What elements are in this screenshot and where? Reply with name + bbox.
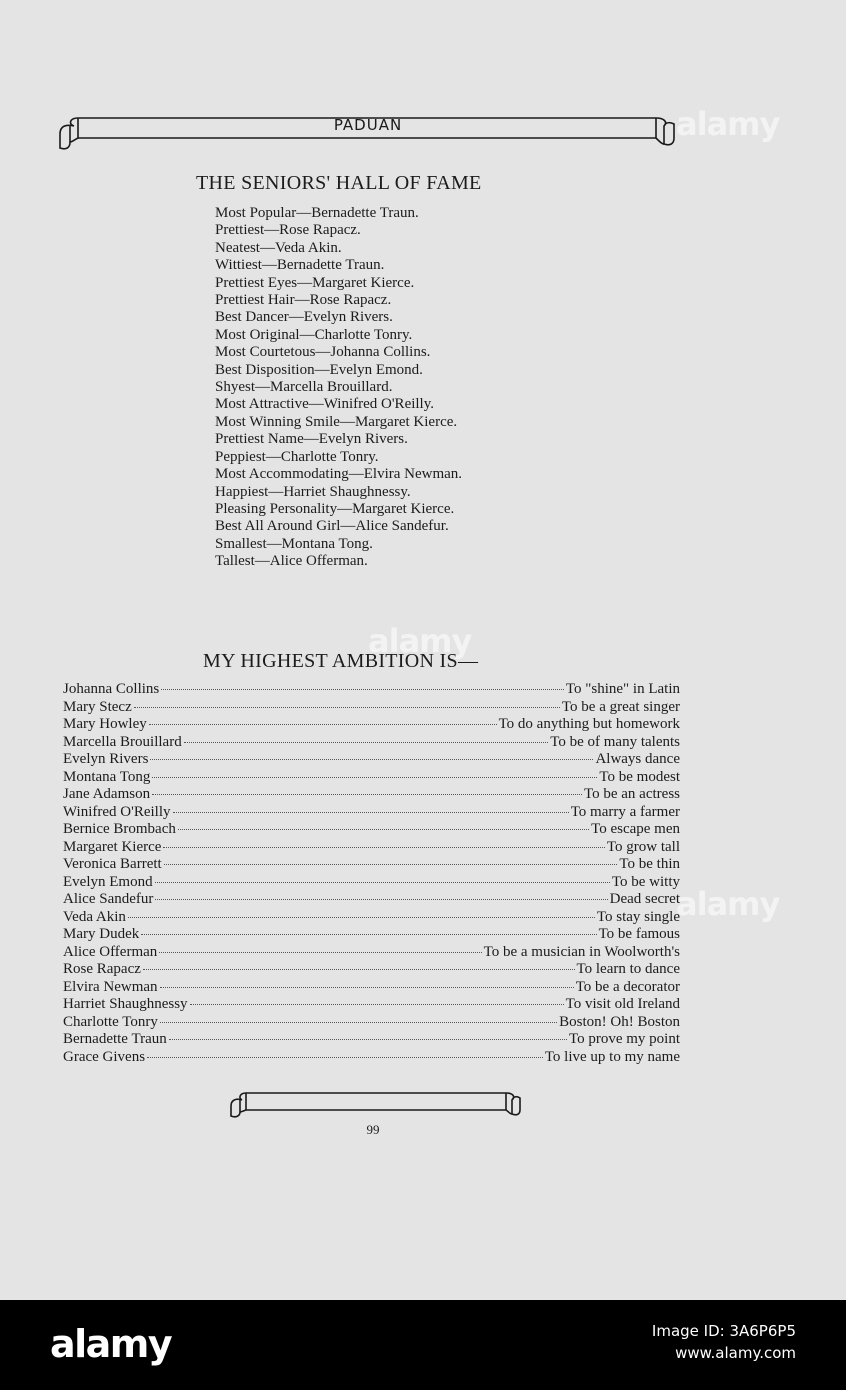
table-row	[63, 961, 680, 979]
student-name: Jane Adamson	[63, 786, 151, 802]
dot-leader	[152, 794, 582, 795]
student-ambition: To be a musician in Woolworth's	[483, 943, 680, 960]
student-ambition: To be modest	[599, 768, 680, 785]
dot-leader	[160, 987, 574, 988]
student-name: Charlotte Tonry	[63, 1013, 158, 1030]
student-ambition: To be famous	[598, 926, 680, 942]
list-item: Happiest—Harriet Shaughnessy.	[215, 483, 411, 500]
alamy-logo: alamy	[50, 1322, 172, 1366]
footer-scroll-banner	[228, 1088, 524, 1122]
ambition-list	[63, 681, 680, 1066]
student-name: Montana Tong	[63, 768, 151, 785]
table-row	[63, 979, 680, 997]
dot-leader	[155, 899, 607, 900]
student-ambition: To grow tall	[606, 838, 680, 855]
dot-leader	[161, 689, 564, 690]
ambition-heading: MY HIGHEST AMBITION IS—	[203, 650, 479, 672]
table-row	[63, 909, 680, 927]
student-ambition: Dead secret	[609, 891, 680, 907]
student-name: Rose Rapacz	[63, 961, 141, 977]
table-row	[63, 734, 680, 752]
table-row	[63, 1014, 680, 1032]
student-ambition: To escape men	[591, 821, 680, 837]
hall-of-fame-heading: THE SENIORS' HALL OF FAME	[196, 172, 482, 194]
dot-leader	[190, 1004, 564, 1005]
student-ambition: Boston! Oh! Boston	[559, 1013, 680, 1030]
list-item: Best Disposition—Evelyn Emond.	[215, 361, 423, 378]
image-id: Image ID: 3A6P6P5	[651, 1322, 796, 1340]
list-item: Best All Around Girl—Alice Sandefur.	[215, 518, 449, 535]
student-ambition: To stay single	[596, 908, 680, 925]
student-ambition: To live up to my name	[544, 1048, 680, 1065]
table-row	[63, 786, 680, 804]
student-ambition: To be witty	[611, 873, 680, 890]
student-name: Evelyn Rivers	[63, 751, 149, 767]
table-row	[63, 681, 680, 699]
student-name: Mary Dudek	[63, 926, 140, 942]
scroll-ornament-icon	[228, 1088, 524, 1122]
table-row	[63, 839, 680, 857]
list-item: Prettiest—Rose Rapacz.	[215, 222, 361, 239]
table-row	[63, 821, 680, 839]
list-item: Wittiest—Bernadette Traun.	[215, 257, 385, 274]
student-name: Harriet Shaughnessy	[63, 996, 188, 1012]
student-name: Alice Offerman	[63, 943, 158, 960]
dot-leader	[152, 777, 597, 778]
student-name: Evelyn Emond	[63, 873, 153, 890]
student-name: Mary Howley	[63, 716, 147, 732]
dot-leader	[147, 1057, 543, 1058]
list-item: Prettiest Name—Evelyn Rivers.	[215, 431, 408, 448]
student-name: Bernadette Traun	[63, 1031, 167, 1047]
list-item: Smallest—Montana Tong.	[215, 535, 373, 552]
dot-leader	[164, 864, 618, 865]
table-row	[63, 926, 680, 944]
student-ambition: To prove my point	[568, 1031, 680, 1047]
table-row	[63, 856, 680, 874]
student-name: Winifred O'Reilly	[63, 803, 171, 820]
table-row	[63, 716, 680, 734]
list-item: Most Popular—Bernadette Traun.	[215, 205, 419, 221]
site-url[interactable]: www.alamy.com	[675, 1344, 796, 1362]
student-name: Veda Akin	[63, 908, 126, 925]
table-row	[63, 1031, 680, 1049]
student-name: Marcella Brouillard	[63, 733, 182, 750]
table-row	[63, 751, 680, 769]
table-row	[63, 804, 680, 822]
table-row	[63, 891, 680, 909]
dot-leader	[173, 812, 569, 813]
student-ambition: To visit old Ireland	[565, 996, 680, 1012]
dot-leader	[150, 759, 593, 760]
list-item: Shyest—Marcella Brouillard.	[215, 379, 393, 396]
list-item: Prettiest Eyes—Margaret Kierce.	[215, 274, 415, 291]
student-name: Margaret Kierce	[63, 838, 162, 855]
dot-leader	[160, 1022, 557, 1023]
student-name: Johanna Collins	[63, 681, 160, 697]
footer-info	[652, 1320, 796, 1364]
list-item: Best Dancer—Evelyn Rivers.	[215, 309, 393, 326]
student-name: Bernice Brombach	[63, 821, 176, 837]
dot-leader	[134, 707, 560, 708]
header-title: PADUAN	[333, 116, 403, 134]
list-item: Tallest—Alice Offerman.	[215, 553, 368, 570]
dot-leader	[184, 742, 549, 743]
page-number: 99	[366, 1122, 380, 1137]
student-ambition: To be thin	[619, 856, 680, 872]
student-ambition: To learn to dance	[576, 961, 680, 977]
list-item: Most Courtetous—Johanna Collins.	[215, 344, 431, 361]
dot-leader	[178, 829, 589, 830]
stock-footer	[0, 1300, 846, 1390]
student-name: Elvira Newman	[63, 978, 158, 995]
student-ambition: To marry a farmer	[570, 803, 680, 820]
list-item: Prettiest Hair—Rose Rapacz.	[215, 292, 392, 309]
dot-leader	[169, 1039, 567, 1040]
table-row	[63, 996, 680, 1014]
list-item: Most Attractive—Winifred O'Reilly.	[215, 396, 435, 413]
list-item: Peppiest—Charlotte Tonry.	[215, 448, 379, 465]
student-ambition: Always dance	[595, 751, 680, 767]
table-row	[63, 944, 680, 962]
dot-leader	[159, 952, 481, 953]
student-ambition: To be an actress	[584, 786, 680, 802]
watermark: alamy	[676, 885, 780, 923]
student-ambition: To be of many talents	[550, 733, 680, 750]
dot-leader	[149, 724, 497, 725]
dot-leader	[155, 882, 610, 883]
table-row	[63, 874, 680, 892]
table-row	[63, 769, 680, 787]
student-ambition: To "shine" in Latin	[565, 681, 680, 697]
dot-leader	[143, 969, 575, 970]
student-ambition: To do anything but homework	[498, 716, 680, 732]
student-ambition: To be a great singer	[561, 698, 680, 715]
list-item: Pleasing Personality—Margaret Kierce.	[215, 500, 455, 517]
watermark: alamy	[368, 622, 472, 660]
student-name: Mary Stecz	[63, 698, 132, 715]
list-item: Most Accommodating—Elvira Newman.	[215, 466, 463, 483]
student-name: Alice Sandefur	[63, 891, 154, 907]
header-scroll-banner	[56, 112, 680, 154]
student-ambition: To be a decorator	[575, 978, 680, 995]
table-row	[63, 699, 680, 717]
list-item: Most Original—Charlotte Tonry.	[215, 326, 413, 343]
hall-of-fame-list	[215, 205, 462, 571]
dot-leader	[163, 847, 604, 848]
watermark: alamy	[676, 105, 780, 143]
list-item: Most Winning Smile—Margaret Kierce.	[215, 413, 458, 430]
dot-leader	[141, 934, 596, 935]
student-name: Veronica Barrett	[63, 856, 162, 872]
dot-leader	[128, 917, 595, 918]
list-item: Neatest—Veda Akin.	[215, 239, 342, 256]
student-name: Grace Givens	[63, 1048, 146, 1065]
table-row	[63, 1049, 680, 1067]
